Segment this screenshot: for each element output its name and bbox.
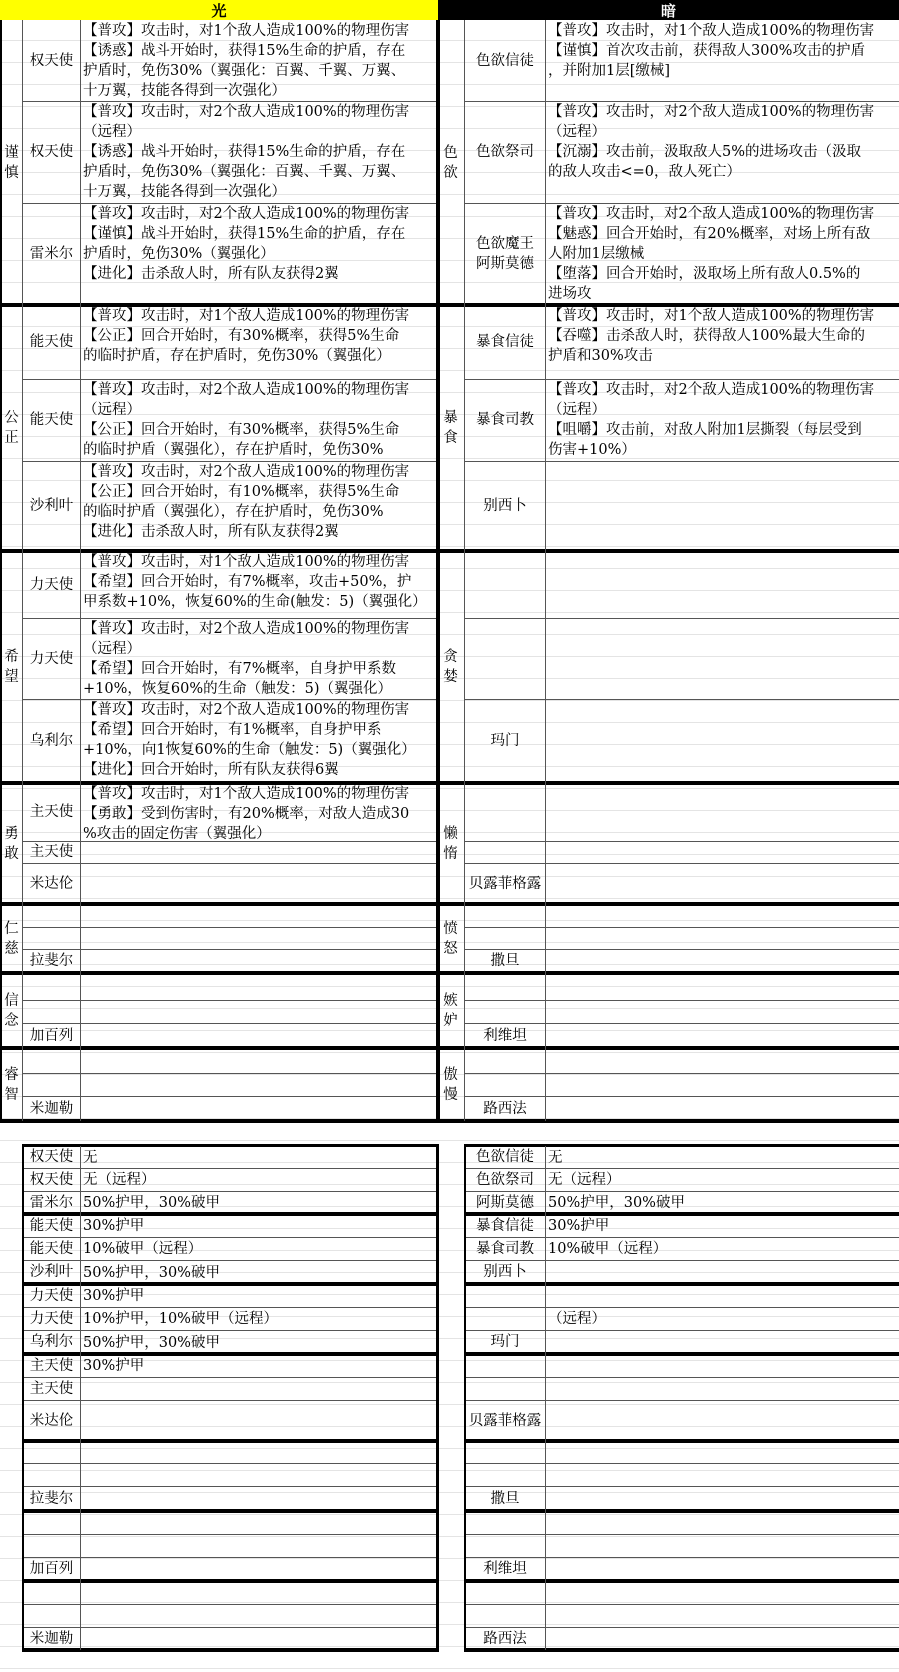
dark-stat-name: 暴食信徒: [476, 1217, 534, 1234]
light-stat-name: 米达伦: [29, 1412, 74, 1429]
dark-unit-name: 玛门: [490, 733, 520, 749]
light-unit-name: 加百列: [29, 1027, 74, 1044]
light-unit-name: 能天使: [29, 412, 74, 428]
light-unit-skill: [81, 1097, 435, 1121]
dark-unit-skill: 【普攻】攻击时，对1个敌人造成100%的物理伤害 【谨慎】首次攻击前，获得敌人300%攻击的护盾 ，并附加1层[缴械]: [548, 23, 875, 79]
dark-stat-value: [546, 1628, 898, 1650]
light-stat-value: 10%破甲（远程）: [83, 1241, 203, 1257]
light-stat-value: [81, 1378, 435, 1400]
light-unit-skill: 【普攻】攻击时，对2个敌人造成100%的物理伤害 【希望】回合开始时，有1%概率，自身护甲系 +10%，向1恢复60%的生命（触发：5)（翼强化） 【进化】回合开始时，所有队友获得6翼: [83, 702, 416, 778]
dark-stat-name: [465, 1534, 545, 1557]
light-unit-name: 权天使: [29, 52, 74, 69]
dark-stat-name: 色欲祭司: [476, 1171, 534, 1188]
light-stat-value: 无（远程）: [83, 1172, 156, 1188]
rule: [464, 1146, 466, 1650]
rule: [464, 618, 899, 619]
rule: [464, 203, 899, 204]
rule: [22, 379, 436, 380]
light-unit-name: 拉斐尔: [29, 953, 74, 969]
rule: [464, 101, 899, 102]
dark-unit-skill: [546, 1024, 898, 1048]
dark-unit-name: [465, 618, 545, 699]
rule: [0, 1119, 439, 1123]
light-unit-skill: 【普攻】攻击时，对1个敌人造成100%的物理伤害 【诱惑】战斗开始时，获得15%生命的护盾，存在 护盾时，免伤30%（翼强化：百翼、千翼、万翼、 十万翼，技能各得到一次强化）: [83, 23, 410, 99]
dark-unit-skill: [546, 619, 898, 699]
light-stat-value: [81, 1401, 435, 1441]
dark-unit-skill: [546, 928, 898, 949]
rule: [545, 20, 546, 1121]
dark-unit-name: 色欲魔王 阿斯莫德: [476, 236, 534, 272]
dark-unit-name: [465, 783, 545, 841]
light-stat-value: [81, 1487, 435, 1511]
dark-stat-value: （远程）: [548, 1311, 606, 1327]
dark-stat-value: [546, 1442, 898, 1463]
light-stat-value: 10%护甲，10%破甲（远程）: [83, 1311, 278, 1327]
light-stat-name: 主天使: [29, 1357, 74, 1374]
dark-group-label: 色 欲: [443, 144, 458, 181]
dark-stat-value: [546, 1487, 898, 1511]
rule: [464, 699, 899, 700]
light-stat-value: 30%护甲: [83, 1358, 145, 1374]
light-unit-name: 雷米尔: [29, 246, 74, 262]
rule: [436, 1119, 899, 1123]
dark-stat-value: [546, 1605, 898, 1627]
dark-stat-value: [546, 1582, 898, 1604]
dark-unit-skill: [546, 552, 898, 618]
rule: [464, 863, 899, 864]
dark-stat-name: 玛门: [490, 1334, 520, 1350]
light-stat-name: [23, 1604, 80, 1627]
rule: [0, 1668, 899, 1669]
light-stat-name: [23, 1463, 80, 1486]
dark-unit-skill: 【普攻】攻击时，对2个敌人造成100%的物理伤害 （远程） 【咀嚼】攻击前，对敌人附加1层撕裂（每层受到 伤害+10%）: [548, 382, 875, 458]
light-stat-name: 拉斐尔: [29, 1490, 74, 1507]
rule: [22, 1648, 439, 1652]
dark-stat-value: [546, 1464, 898, 1486]
dark-unit-skill: [546, 974, 898, 1000]
rule: [464, 1023, 899, 1024]
light-unit-name: 力天使: [29, 576, 74, 593]
dark-stat-name: [465, 1307, 545, 1330]
light-unit-name: [23, 973, 80, 1000]
dark-group-label: 懒 惰: [443, 825, 458, 862]
rule: [464, 1096, 899, 1097]
dark-group-label: 愤 怒: [443, 920, 458, 957]
dark-unit-skill: [546, 784, 898, 841]
light-stat-value: [81, 1512, 435, 1534]
light-stat-name: [23, 1534, 80, 1557]
dark-stat-value: 50%护甲，30%破甲: [548, 1195, 685, 1211]
light-unit-name: [23, 1073, 80, 1096]
light-group-label: 仁 慈: [4, 920, 19, 957]
rule: [436, 20, 438, 1121]
light-stat-name: 能天使: [29, 1217, 74, 1234]
light-unit-skill: 【普攻】攻击时，对1个敌人造成100%的物理伤害 【希望】回合开始时，有7%概率，攻击+50%，护 甲系数+10%，恢复60%的生命(触发：5)（翼强化）: [83, 554, 427, 610]
dark-stat-name: [465, 1441, 545, 1463]
light-unit-name: [23, 904, 80, 927]
light-unit-skill: 【普攻】攻击时，对2个敌人造成100%的物理伤害 【公正】回合开始时，有10%概率，获得5%生命 的临时护盾（翼强化），存在护盾时，免伤30% 【进化】击杀敌人时，所有队友获得2翼: [83, 464, 410, 540]
light-group-label: 公 正: [4, 410, 19, 446]
light-stat-value: [81, 1558, 435, 1581]
light-stat-value: 30%护甲: [83, 1218, 145, 1234]
header-dark: 暗: [438, 0, 899, 20]
light-unit-skill: 【普攻】攻击时，对2个敌人造成100%的物理伤害 （远程） 【诱惑】战斗开始时，获得15%生命的护盾，存在 护盾时，免伤30%（翼强化：百翼、千翼、万翼、 十万翼，技能各得到一次强化）: [83, 104, 410, 200]
light-stat-value: 30%护甲: [83, 1288, 145, 1304]
rule: [0, 1140, 899, 1141]
rule: [464, 841, 899, 842]
dark-stat-value: [546, 1285, 898, 1307]
rule: [464, 1144, 899, 1147]
dark-unit-skill: [546, 1001, 898, 1023]
dark-unit-name: [465, 551, 545, 618]
rule: [464, 1648, 899, 1652]
light-stat-value: [81, 1605, 435, 1627]
light-stat-value: 50%护甲，30%破甲: [83, 1334, 220, 1351]
dark-unit-name: [465, 1048, 545, 1073]
dark-unit-name: [465, 841, 545, 863]
dark-unit-name: 路西法: [483, 1100, 527, 1117]
dark-stat-name: 利维坦: [483, 1561, 527, 1577]
light-unit-skill: [81, 864, 435, 904]
dark-stat-name: [465, 1511, 545, 1534]
light-unit-name: 米迦勒: [29, 1100, 74, 1117]
rule: [22, 863, 436, 864]
dark-unit-skill: 【普攻】攻击时，对1个敌人造成100%的物理伤害 【吞噬】击杀敌人时，获得敌人100%最大生命的 护盾和30%攻击: [548, 308, 875, 364]
light-stat-name: 米迦勒: [29, 1630, 74, 1647]
rule: [22, 1000, 436, 1001]
dark-stat-value: [546, 1331, 898, 1354]
light-unit-skill: [81, 1049, 435, 1073]
header-light: 光: [0, 0, 438, 20]
light-stat-name: 力天使: [29, 1310, 74, 1327]
dark-unit-skill: [546, 1049, 898, 1073]
light-unit-skill: [81, 1001, 435, 1023]
rule: [22, 699, 436, 700]
light-unit-skill: 【普攻】攻击时，对2个敌人造成100%的物理伤害 【谨慎】战斗开始时，获得15%生命的护盾，存在 护盾时，免伤30%（翼强化） 【进化】击杀敌人时，所有队友获得2翼: [83, 206, 410, 282]
rule: [22, 1023, 436, 1024]
dark-stat-name: 阿斯莫德: [476, 1194, 534, 1211]
dark-group-label: 贪 婪: [443, 649, 458, 685]
dark-unit-name: 撒旦: [490, 953, 520, 969]
dark-unit-name: 色欲信徒: [476, 52, 534, 69]
dark-group-label: 暴 食: [443, 410, 458, 446]
rule: [0, 20, 2, 1121]
light-unit-skill: [81, 950, 435, 973]
light-unit-skill: 【普攻】攻击时，对2个敌人造成100%的物理伤害 （远程） 【公正】回合开始时，有30%概率，获得5%生命 的临时护盾（翼强化），存在护盾时，免伤30%: [83, 382, 410, 458]
rule: [22, 101, 436, 102]
light-stat-value: [81, 1464, 435, 1486]
rule: [464, 379, 899, 380]
dark-stat-value: 30%护甲: [548, 1218, 610, 1234]
light-stat-name: [23, 1581, 80, 1604]
dark-unit-skill: [546, 462, 898, 551]
dark-group-label: 傲 慢: [443, 1066, 458, 1103]
rule: [22, 203, 436, 204]
light-unit-name: 乌利尔: [29, 733, 74, 749]
light-stat-name: [23, 1441, 80, 1463]
rule: [464, 927, 899, 928]
dark-stat-name: [465, 1284, 545, 1307]
rule: [22, 841, 436, 842]
light-group-label: 谨 慎: [4, 144, 19, 181]
light-unit-name: 能天使: [29, 334, 74, 350]
dark-stat-name: 色欲信徒: [476, 1149, 534, 1165]
light-unit-skill: [81, 928, 435, 949]
dark-stat-value: [546, 1558, 898, 1581]
rule: [22, 949, 436, 950]
rule: [22, 20, 23, 1121]
dark-unit-name: [465, 1073, 545, 1096]
light-stat-name: 乌利尔: [29, 1334, 74, 1350]
dark-stat-name: [465, 1604, 545, 1627]
dark-unit-name: 暴食司教: [476, 412, 534, 428]
dark-stat-value: 10%破甲（远程）: [548, 1241, 668, 1257]
rule: [464, 20, 465, 1121]
light-stat-name: 力天使: [29, 1287, 74, 1304]
dark-stat-name: [465, 1354, 545, 1377]
dark-unit-skill: [546, 1097, 898, 1121]
light-unit-skill: 【普攻】攻击时，对1个敌人造成100%的物理伤害 【勇敢】受到伤害时，有20%概率，对敌人造成30 %攻击的固定伤害（翼强化）: [83, 786, 410, 841]
dark-unit-name: 利维坦: [483, 1027, 527, 1044]
light-unit-skill: [81, 1024, 435, 1048]
dark-unit-skill: [546, 950, 898, 973]
rule: [22, 461, 436, 462]
light-unit-name: [23, 1048, 80, 1073]
rule: [464, 949, 899, 950]
dark-unit-name: 别西卜: [483, 498, 527, 514]
dark-unit-skill: [546, 1074, 898, 1096]
light-stat-value: 50%护甲，30%破甲: [83, 1195, 220, 1211]
light-stat-value: [81, 1582, 435, 1604]
dark-unit-name: 色欲祭司: [476, 144, 534, 160]
light-unit-name: 主天使: [29, 804, 74, 820]
dark-stat-value: 无: [548, 1149, 563, 1166]
dark-stat-name: 暴食司教: [476, 1240, 534, 1257]
light-unit-skill: [81, 1074, 435, 1096]
dark-unit-skill: [546, 700, 898, 783]
dark-stat-name: 路西法: [483, 1630, 527, 1647]
dark-unit-name: [465, 973, 545, 1000]
dark-stat-value: [546, 1261, 898, 1284]
light-stat-value: [81, 1442, 435, 1463]
dark-stat-name: 贝露菲格露: [468, 1412, 542, 1429]
rule: [545, 1146, 546, 1650]
light-stat-value: [81, 1628, 435, 1650]
light-stat-value: [81, 1535, 435, 1557]
light-unit-skill: [81, 842, 435, 863]
light-stat-value: 无: [83, 1149, 98, 1166]
dark-stat-value: [546, 1378, 898, 1400]
dark-unit-skill: 【普攻】攻击时，对2个敌人造成100%的物理伤害 （远程） 【沉溺】攻击前，汲取敌人5%的进场攻击（汲取 的敌人攻击<=0，敌人死亡）: [548, 104, 875, 180]
dark-stat-name: 别西卜: [483, 1264, 527, 1280]
rule: [22, 1144, 439, 1147]
dark-stat-value: 无（远程）: [548, 1172, 621, 1188]
light-unit-name: 沙利叶: [29, 498, 74, 514]
dark-stat-name: 撒旦: [490, 1490, 520, 1507]
light-unit-name: 米达伦: [29, 875, 74, 892]
light-stat-name: 能天使: [29, 1240, 74, 1257]
dark-unit-name: 贝露菲格露: [468, 875, 542, 892]
light-unit-skill: [81, 974, 435, 1000]
light-stat-name: 沙利叶: [29, 1264, 74, 1280]
rule: [22, 927, 436, 928]
rule: [22, 618, 436, 619]
light-group-label: 希 望: [4, 649, 19, 685]
rule: [80, 1146, 81, 1650]
dark-group-label: 嫉 妒: [443, 992, 458, 1029]
dark-unit-skill: [546, 842, 898, 863]
light-unit-name: [23, 1000, 80, 1023]
dark-stat-value: [546, 1401, 898, 1441]
dark-unit-name: 暴食信徒: [476, 334, 534, 350]
rule: [22, 1146, 24, 1650]
rule: [22, 1096, 436, 1097]
dark-stat-value: [546, 1355, 898, 1377]
light-unit-name: [23, 927, 80, 949]
light-group-label: 睿 智: [4, 1066, 19, 1103]
light-stat-name: [23, 1511, 80, 1534]
light-unit-name: 主天使: [29, 844, 74, 860]
light-group-label: 勇 敢: [4, 825, 19, 862]
light-unit-skill: [81, 905, 435, 927]
dark-stat-value: [546, 1512, 898, 1534]
dark-unit-skill: [546, 905, 898, 927]
dark-unit-name: [465, 927, 545, 949]
light-unit-name: 权天使: [29, 144, 74, 160]
light-unit-name: 力天使: [29, 650, 74, 667]
rule: [464, 1000, 899, 1001]
rule: [22, 1073, 436, 1074]
dark-unit-name: [465, 1000, 545, 1023]
dark-stat-name: [465, 1377, 545, 1400]
dark-unit-skill: 【普攻】攻击时，对2个敌人造成100%的物理伤害 【魅惑】回合开始时，有20%概率，对场上所有敌 人附加1层缴械 【堕落】回合开始时，汲取场上所有敌人0.5%的 进场攻: [548, 206, 875, 302]
light-stat-name: 权天使: [29, 1149, 74, 1165]
rule: [80, 20, 81, 1121]
rule: [436, 1146, 439, 1650]
dark-stat-name: [465, 1463, 545, 1486]
light-stat-name: 雷米尔: [29, 1194, 74, 1211]
light-unit-skill: 【普攻】攻击时，对2个敌人造成100%的物理伤害 （远程） 【希望】回合开始时，有7%概率，自身护甲系数 +10%，恢复60%的生命（触发：5)（翼强化）: [83, 621, 410, 697]
light-stat-name: 主天使: [29, 1380, 74, 1397]
rule: [464, 461, 899, 462]
light-stat-value: 50%护甲，30%破甲: [83, 1264, 220, 1281]
rule: [464, 1073, 899, 1074]
dark-stat-value: [546, 1535, 898, 1557]
dark-unit-skill: [546, 864, 898, 904]
light-unit-skill: 【普攻】攻击时，对1个敌人造成100%的物理伤害 【公正】回合开始时，有30%概率，获得5%生命 的临时护盾，存在护盾时，免伤30%（翼强化）: [83, 308, 410, 364]
light-stat-name: 权天使: [29, 1171, 74, 1188]
dark-unit-name: [465, 904, 545, 927]
dark-stat-name: [465, 1581, 545, 1604]
light-stat-name: 加百列: [29, 1561, 74, 1577]
light-group-label: 信 念: [4, 992, 19, 1029]
